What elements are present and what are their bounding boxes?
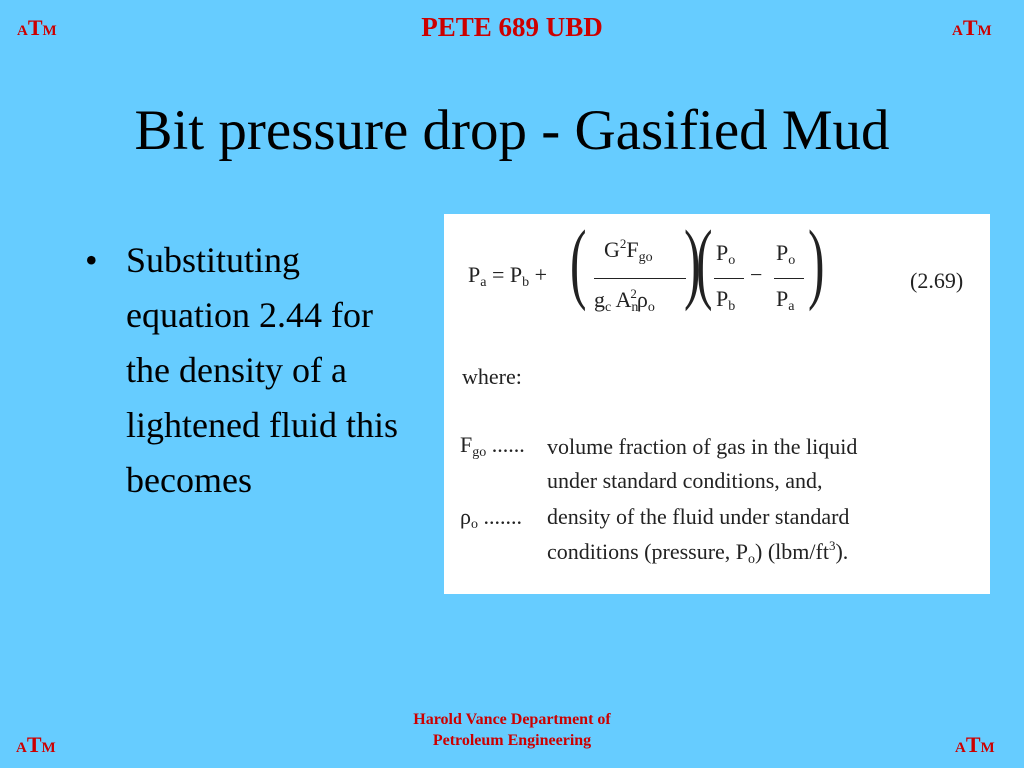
equation-number: (2.69) — [910, 268, 964, 293]
paren-left-2: ( — [696, 213, 713, 312]
slide-title: Bit pressure drop - Gasified Mud — [134, 99, 890, 162]
fraction-1-numerator: $G^2F_{go}$ — [604, 236, 653, 265]
definition-fgo-line-2: under standard conditions, and, — [547, 468, 823, 493]
definition-fgo-line-1: volume fraction of gas in the liquid — [547, 434, 858, 459]
logo-t: T — [27, 15, 43, 40]
atm-logo-bottom-left — [16, 734, 56, 756]
bullet-dot-icon: • — [85, 240, 98, 280]
footer-line-1: Harold Vance Department of — [413, 711, 611, 728]
bullet-text: Substituting equation 2.44 for the density of a lightened fluid this becomes — [126, 240, 398, 500]
logo-t: T — [965, 732, 981, 757]
where-label: where: — [462, 364, 522, 389]
fraction-1-line — [594, 278, 686, 279]
minus-sign: − — [750, 262, 763, 287]
equation-lhs: $P_a = P_b$ + — [468, 262, 548, 290]
paren-right-2: ) — [808, 213, 825, 312]
fraction-2-line — [714, 278, 744, 279]
logo-a: A — [952, 23, 963, 39]
definition-rho-line-2: conditions (pressure, $P_o$) $(lbm/ft^3)$. — [547, 538, 849, 567]
paren-left-1: ( — [570, 213, 587, 312]
fraction-3-numerator: $P_o$ — [776, 240, 796, 268]
logo-m: M — [977, 23, 992, 39]
logo-m: M — [41, 740, 56, 756]
logo-a: A — [955, 740, 966, 756]
logo-m: M — [42, 23, 57, 39]
footer-department — [372, 709, 652, 751]
logo-t: T — [26, 732, 42, 757]
equation-panel — [444, 214, 990, 594]
fraction-1-denominator: $g_c$ $A_n^2\rho_o$ — [594, 286, 655, 315]
fraction-3-line — [774, 278, 804, 279]
definition-rho-line-1: density of the fluid under standard — [547, 504, 850, 529]
footer-line-2: Petroleum Engineering — [432, 732, 592, 749]
fraction-2-denominator: $P_b$ — [716, 286, 736, 314]
atm-logo-bottom-right — [955, 734, 995, 756]
definition-symbol-fgo: $F_{go}$ ...... — [460, 432, 525, 460]
definition-symbol-rho: $\rho_o$ ....... — [460, 504, 522, 532]
fraction-3-denominator: $P_a$ — [776, 286, 795, 314]
course-title: PETE 689 UBD — [421, 12, 603, 42]
logo-t: T — [962, 15, 978, 40]
fraction-2-numerator: $P_o$ — [716, 240, 736, 268]
logo-a: A — [16, 740, 27, 756]
logo-a: A — [17, 23, 28, 39]
paren-right-1: ) — [684, 213, 701, 312]
logo-m: M — [980, 740, 995, 756]
